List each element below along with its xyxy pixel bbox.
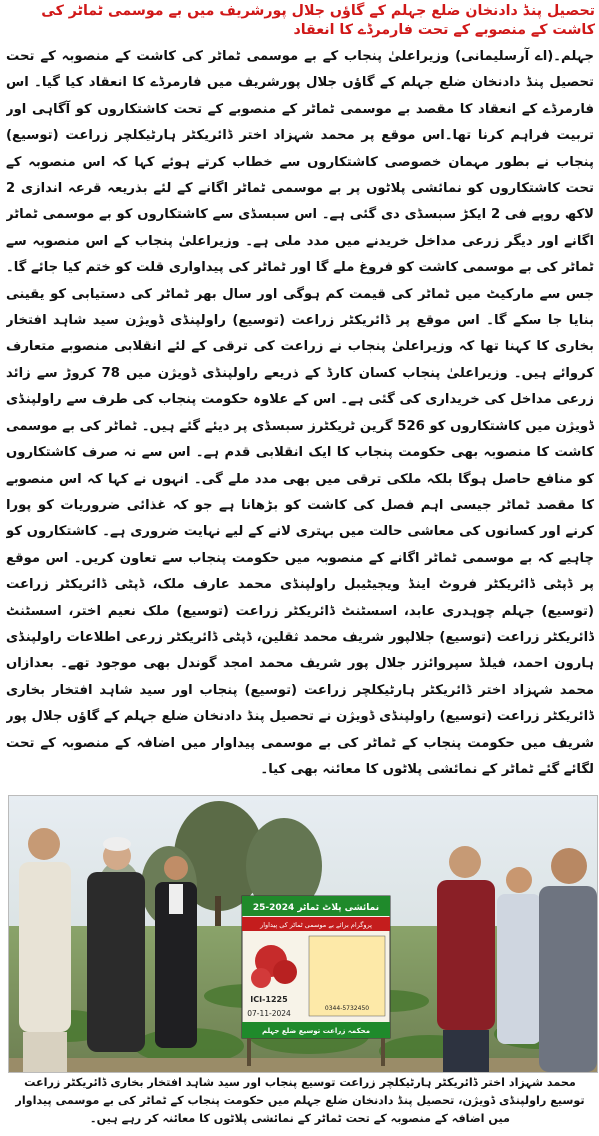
news-photo — [8, 795, 598, 1073]
banner-title: نمائشی پلاٹ ٹماٹر 2024-25 — [252, 903, 380, 913]
variety-label: ICI-1225 — [250, 995, 288, 1004]
banner-footer: محکمہ زراعت توسیع ضلع جہلم — [261, 1027, 371, 1035]
headline: تحصیل پنڈ دادنخان ضلع جہلم کے گاؤں جلال پورشریف میں بے موسمی ٹماٹر کی کاشت کے منصوبے کے تحت فارمرڈے کا انعقاد — [41, 3, 595, 38]
banner-subtitle: پروگرام برائے بے موسمی ٹماٹر کی پیداوار — [260, 921, 372, 929]
person-left-3 — [155, 856, 197, 1048]
article-body: جہلم۔(اے آرسلیمانی) وزیراعلیٰ پنجاب کے بے موسمی ٹماٹر کی کاشت کے منصوبہ کے تحت تحصیل پنڈ دادنخان ضلع جہلم کے گاؤں جلال پورشریف میں فارمرڈے کا انعقاد کیا گیا۔ اس فارمرڈے کے انعقاد کا مقصد بے موسمی ٹماٹر کے منصوبے کے تحت کاشتکاروں کو آگاہی اور تربیت فراہم کرنا تھا۔اس موقع پر محمد شہزاد اختر ڈائریکٹر ہارٹیکلچر زراعت (توسیع) پنجاب نے بطور مہمان خصوصی کاشتکاروں سے خطاب کرتے ہوئے کہا کہ اس منصوبہ کے تحت کاشتکاروں کو نمائشی پلاٹوں پر بے موسمی ٹماٹر اگانے کے لئے بذریعہ قرعہ اندازی 2 لاکھ روپے فی 2 ایکڑ سبسڈی دی گئی ہے۔ اس سبسڈی سے کاشتکاروں کو بے موسمی ٹماٹر اگانے اور دیگر زرعی مداخل خریدنے میں مدد ملی ہے۔ وزیراعلیٰ پنجاب کے اس منصوبہ سے ٹماٹر کی بے موسمی کاشت کو فروغ ملے گا اور ٹماٹر کی پیداواری قلت کو ختم کیا جائے گا۔ جس سے مارکیٹ میں ٹماٹر کی قیمت کم ہوگی اور سال بھر ٹماٹر کی دستیابی کو یقینی بنایا جا سکے گا۔ اس موقع پر ڈائریکٹر زراعت (توسیع) راولپنڈی ڈویژن سید شاہد افتخار بخاری کا کہنا تھا کہ وزیراعلیٰ پنجاب نے زراعت کی ترقی کے لئے انقلابی منصوبے متعارف کروائے ہیں۔ وزیراعلیٰ پنجاب کسان کارڈ کے ذریعے راولپنڈی ڈویژن میں 78 کروڑ سے زائد زرعی مداخل کی خریداری کی گئی ہے۔ اس کے علاوہ حکومت پنجاب کی طرف سے راولپنڈی ڈویژن میں کاشتکاروں کو 526 گرین ٹریکٹرز سبسڈی پر دیئے گئے ہیں۔ ٹماٹر کی بے موسمی کاشت کا منصوبہ بھی حکومت پنجاب کا ایک انقلابی قدم ہے۔ اس سے نہ صرف کاشتکاروں کو منافع حاصل ہوگا بلکہ ملکی ترقی میں بھی مدد ملے گی۔ انہوں نے کہا کہ اس منصوبے کا مقصد ٹماٹر جیسی اہم فصل کی کاشت کو بڑھانا ہے جو کہ غذائی ضروریات کو پورا کرنے اور کسانوں کی معاشی حالت میں بہتری لانے کے لیے نہایت ضروری ہے۔ کاشتکاروں کو چاہیے کہ بے موسمی ٹماٹر اگانے کے منصوبہ میں حکومت پنجاب سے تعاون کریں۔ اس موقع پر ڈپٹی ڈائریکٹر فروٹ اینڈ ویجیٹیبل راولپنڈی محمد عارف ملک، ڈپٹی ڈائریکٹر زراعت (توسیع) جہلم چوہدری عابد، اسسٹنٹ ڈائریکٹر زراعت (توسیع) ملک نعیم اختر، اسسٹنٹ ڈائریکٹر زراعت (توسیع) جلالپور شریف محمد ثقلین، ڈپٹی ڈائریکٹر زرعی اطلاعات راولپنڈی ہارون احمد، فیلڈ سپروائزر جلال پور شریف محمد امجد گوندل بھی موجود تھے۔ بعدازاں محمد شہزاد اختر ڈائریکٹر ہارٹیکلچر زراعت (توسیع) پنجاب اور سید شاہد افتخار بخاری ڈائریکٹر زراعت (توسیع) راولپنڈی ڈویژن نے تحصیل پنڈ دادنخان ضلع جہلم کے گاؤں جلال پور شریف میں حکومت پنجاب کے ٹماٹر کی بے موسمی پیداوار میں اضافہ کے منصوبہ کے تحت لگائے گئے ٹماٹر کے نمائشی پلاٹوں کا معائنہ بھی کیا۔ — [6, 49, 594, 777]
person-left-1 — [19, 828, 71, 1072]
phone-label: 0344-5732450 — [324, 1005, 370, 1012]
demo-plot-banner — [242, 896, 390, 1038]
date-label: 07-11-2024 — [247, 1009, 291, 1018]
photo-caption: محمد شہزاد اختر ڈائریکٹر ہارٹیکلچر زراعت توسیع پنجاب اور سید شاہد افتخار بخاری ڈائریکٹر زراعت توسیع راولپنڈی ڈویژن، تحصیل پنڈ دادنخان ضلع جہلم میں حکومت پنجاب کے ٹماٹر کی بے موسمی پیداوار میں اضافہ کے منصوبہ کے تحت ٹماٹر کے نمائشی پلاٹوں کا معائنہ کر رہے ہیں۔ — [15, 1076, 585, 1125]
